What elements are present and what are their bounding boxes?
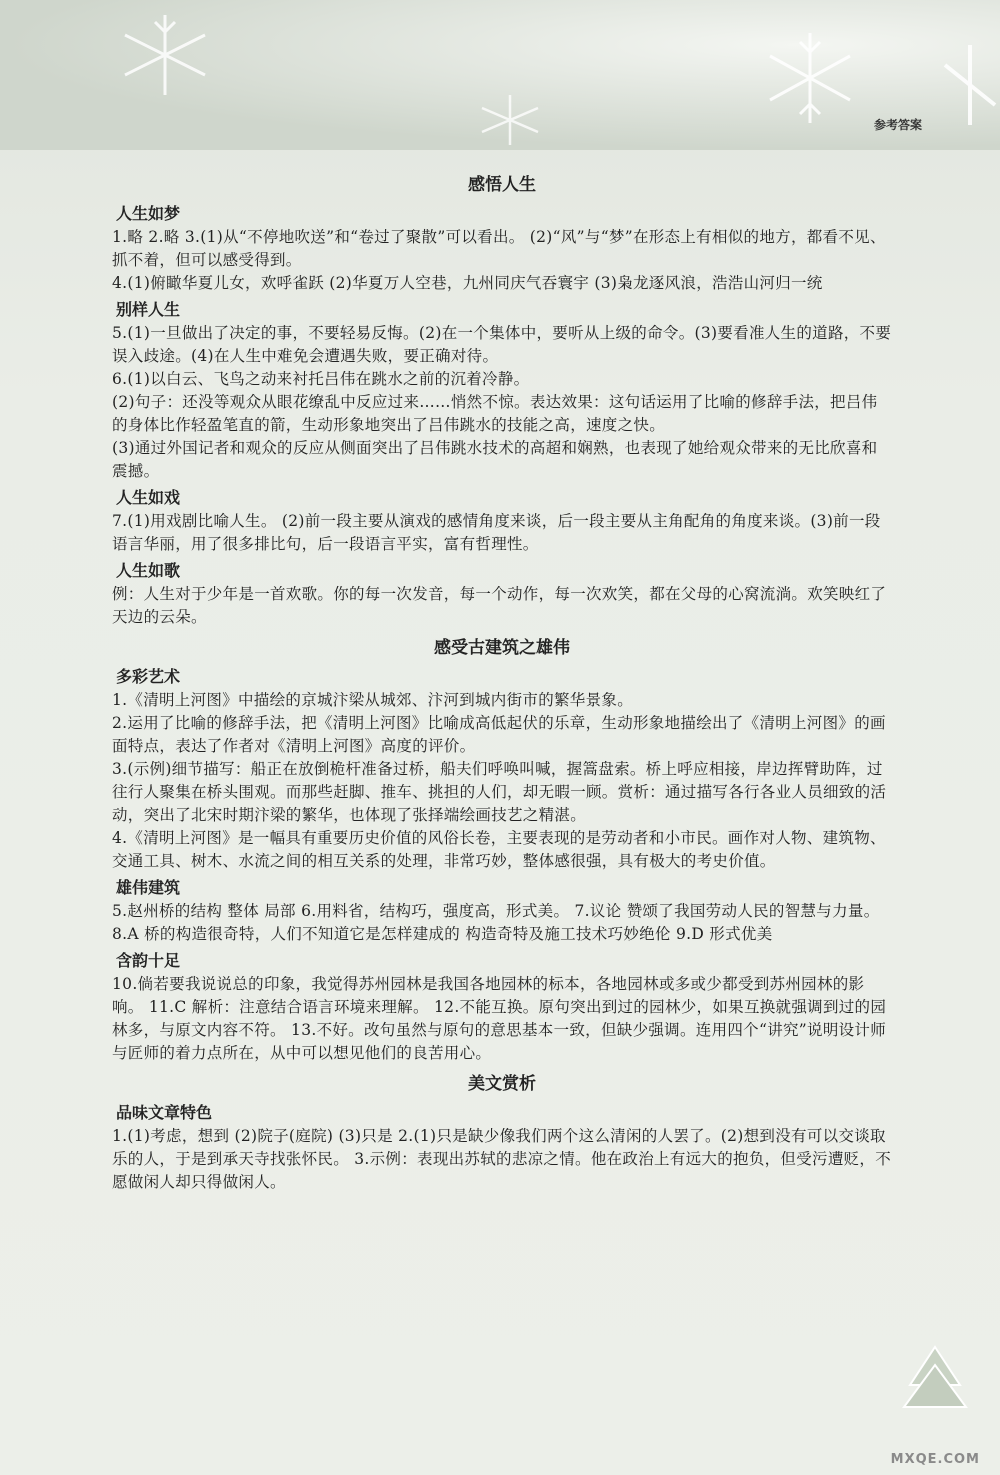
answer-paragraph: 5.赵州桥的结构 整体 局部 6.用料省，结构巧，强度高，形式美。 7.议论 赞颂了我国劳动人民的智慧与力量。 8.A 桥的构造很奇特，人们不知道它是怎样建成的 构造奇特及施工技术巧妙绝伦 9.D 形式优美 [112, 902, 880, 943]
sub-title: 品味文章特色 [116, 1103, 213, 1122]
answer-paragraph: 2.运用了比喻的修辞手法，把《清明上河图》比喻成高低起伏的乐章，生动形象地描绘出了《清明上河图》的画面特点，表达了作者对《清明上河图》高度的评价。 [112, 714, 886, 755]
header-label: 参考答案 [873, 118, 922, 132]
sub-title: 雄伟建筑 [116, 878, 181, 897]
snowflake-icon [760, 28, 860, 128]
answer-paragraph: 1.《清明上河图》中描绘的京城汴梁从城郊、汴河到城内街市的繁华景象。 [112, 691, 633, 709]
answer-paragraph: 3.(示例)细节描写：船正在放倒桅杆准备过桥，船夫们呼唤叫喊，握篙盘索。桥上呼应相接，岸边挥臂助阵，过往行人聚集在桥头围观。而那些赶脚、推车、挑担的人们，却无暇一顾。赏析：通过描写各行各业人员细致的活动，突出了北宋时期汴梁的繁华，也体现了张择端绘画技艺之精湛。 [112, 760, 887, 824]
answer-paragraph: 4.《清明上河图》是一幅具有重要历史价值的风俗长卷，主要表现的是劳动者和小市民。画作对人物、建筑物、交通工具、树木、水流之间的相互关系的处理，非常巧妙，整体感很强，具有极大的考史价值。 [112, 829, 886, 870]
snowflake-icon [110, 10, 220, 100]
sub-title: 人生如梦 [116, 204, 181, 223]
watermark: MXQE.COM [890, 1452, 980, 1467]
answer-paragraph: 1.(1)考虑，想到 (2)院子(庭院) (3)只是 2.(1)只是缺少像我们两个这么清闲的人罢了。(2)想到没有可以交谈取乐的人，于是到承天寺找张怀民。 3.示例：表现出苏轼的悲凉之情。他在政治上有远大的抱负，但受污遭贬，不愿做闲人却只得做闲人。 [112, 1127, 892, 1191]
section [112, 633, 892, 1065]
answer-paragraph: (3)通过外国记者和观众的反应从侧面突出了吕伟跳水技术的高超和娴熟，也表现了她给观众带来的无比欣喜和震撼。 [112, 439, 878, 480]
answer-paragraph: 4.(1)俯瞰华夏儿女，欢呼雀跃 (2)华夏万人空巷，九州同庆气吞寰宇 (3)枭龙逐风浪，浩浩山河归一统 [112, 274, 823, 292]
snowflake-icon [470, 90, 550, 150]
answer-paragraph: 10.倘若要我说说总的印象，我觉得苏州园林是我国各地园林的标本，各地园林或多或少都受到苏州园林的影响。 11.C 解析：注意结合语言环境来理解。 12.不能互换。原句突出到过的园林少，如果互换就强调到过的园林多，与原文内容不符。 13.不好。改句虽然与原句的意思基本一致，但缺少强调。连用四个“讲究”说明设计师与匠师的着力点所在，从中可以想见他们的良苦用心。 [112, 975, 887, 1062]
section-title: 感受古建筑之雄伟 [434, 638, 570, 658]
section-title: 美文赏析 [468, 1074, 536, 1094]
tree-icon [900, 1345, 970, 1415]
answer-content [112, 170, 892, 1194]
header-decoration [0, 0, 1000, 150]
sub-title: 人生如歌 [116, 561, 181, 580]
answer-paragraph: 7.(1)用戏剧比喻人生。 (2)前一段主要从演戏的感情角度来谈，后一段主要从主角配角的角度来谈。(3)前一段语言华丽，用了很多排比句，后一段语言平实，富有哲理性。 [112, 512, 881, 553]
answer-paragraph: 1.略 2.略 3.(1)从“不停地吹送”和“卷过了聚散”可以看出。 (2)“风”与“梦”在形态上有相似的地方，都看不见、抓不着，但可以感受得到。 [112, 228, 886, 269]
sub-title: 人生如戏 [116, 488, 181, 507]
answer-paragraph: 例：人生对于少年是一首欢歌。你的每一次发音，每一个动作，每一次欢笑，都在父母的心窝流淌。欢笑映红了天边的云朵。 [112, 585, 887, 626]
snowflake-icon [940, 40, 1000, 130]
answer-paragraph: (2)句子：还没等观众从眼花缭乱中反应过来……悄然不惊。表达效果：这句话运用了比喻的修辞手法，把吕伟的身体比作轻盈笔直的箭，生动形象地突出了吕伟跳水的技能之高，速度之快。 [112, 393, 878, 434]
sub-title: 含韵十足 [116, 951, 181, 970]
sub-title: 多彩艺术 [116, 667, 181, 686]
sub-title: 别样人生 [116, 300, 181, 319]
section-title: 感悟人生 [468, 175, 536, 195]
section [112, 1069, 892, 1194]
answer-paragraph: 5.(1)一旦做出了决定的事，不要轻易反悔。(2)在一个集体中，要听从上级的命令。(3)要看准人生的道路，不要误入歧途。(4)在人生中难免会遭遇失败，要正确对待。 [112, 324, 892, 365]
answer-paragraph: 6.(1)以白云、飞鸟之动来衬托吕伟在跳水之前的沉着冷静。 [112, 370, 530, 388]
section [112, 170, 892, 629]
